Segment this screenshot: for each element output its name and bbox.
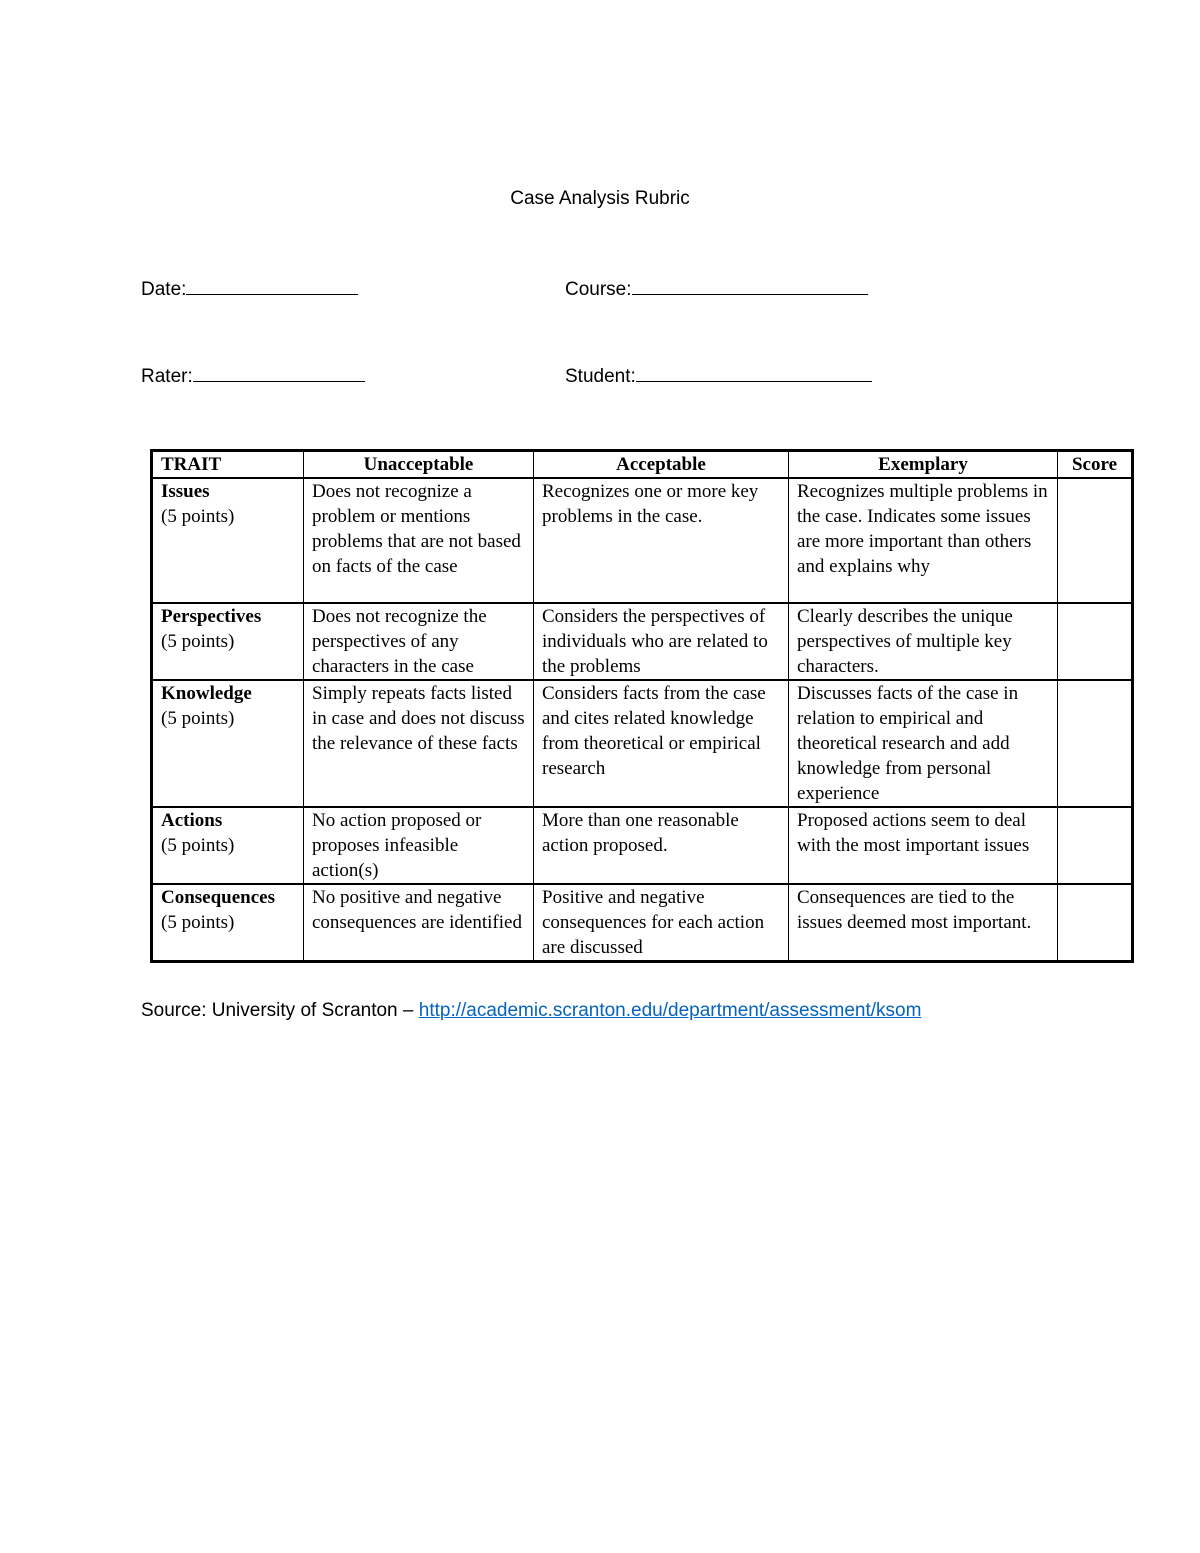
trait-cell xyxy=(152,478,304,603)
exemplary-cell: Consequences are tied to the issues deemed most important. xyxy=(789,884,1058,962)
table-row xyxy=(152,603,1133,680)
trait-cell xyxy=(152,603,304,680)
score-cell[interactable] xyxy=(1058,884,1133,962)
exemplary-cell: Discusses facts of the case in relation to empirical and theoretical research and add knowledge from personal experience xyxy=(789,680,1058,807)
rater-field[interactable] xyxy=(141,365,365,388)
table-header-row xyxy=(152,451,1133,479)
student-label: Student: xyxy=(565,366,636,387)
trait-points: (5 points) xyxy=(161,835,235,856)
trait-name: Consequences xyxy=(161,887,276,908)
score-cell[interactable] xyxy=(1058,603,1133,680)
score-cell[interactable] xyxy=(1058,807,1133,884)
acceptable-cell: Considers facts from the case and cites related knowledge from theoretical or empirical research xyxy=(534,680,789,807)
source-prefix: Source: University of Scranton – xyxy=(141,1000,419,1021)
exemplary-cell: Recognizes multiple problems in the case. Indicates some issues are more important than others and explains why xyxy=(789,478,1058,603)
source-line xyxy=(141,1000,921,1022)
header-acceptable: Acceptable xyxy=(534,451,789,479)
header-score: Score xyxy=(1058,451,1133,479)
exemplary-cell: Proposed actions seem to deal with the most important issues xyxy=(789,807,1058,884)
rater-blank-line[interactable] xyxy=(193,365,365,382)
trait-cell xyxy=(152,680,304,807)
trait-points: (5 points) xyxy=(161,708,235,729)
course-field[interactable] xyxy=(565,278,868,301)
score-cell[interactable] xyxy=(1058,478,1133,603)
trait-points: (5 points) xyxy=(161,912,235,933)
source-link[interactable]: http://academic.scranton.edu/department/assessment/ksom xyxy=(418,1000,922,1021)
date-blank-line[interactable] xyxy=(186,278,358,295)
trait-cell xyxy=(152,884,304,962)
trait-name: Knowledge xyxy=(161,683,252,704)
acceptable-cell: Recognizes one or more key problems in the case. xyxy=(534,478,789,603)
student-blank-line[interactable] xyxy=(636,365,872,382)
acceptable-cell: More than one reasonable action proposed. xyxy=(534,807,789,884)
trait-cell xyxy=(152,807,304,884)
rubric-table xyxy=(150,449,1134,963)
header-trait: TRAIT xyxy=(152,451,304,479)
rater-label: Rater: xyxy=(141,366,193,387)
table-row xyxy=(152,807,1133,884)
trait-points: (5 points) xyxy=(161,631,235,652)
trait-name: Perspectives xyxy=(161,606,262,627)
student-field[interactable] xyxy=(565,365,872,388)
header-exemplary: Exemplary xyxy=(789,451,1058,479)
trait-points: (5 points) xyxy=(161,506,235,527)
unacceptable-cell: Simply repeats facts listed in case and does not discuss the relevance of these facts xyxy=(304,680,534,807)
table-row xyxy=(152,478,1133,603)
date-field[interactable] xyxy=(141,278,358,301)
header-unacceptable: Unacceptable xyxy=(304,451,534,479)
unacceptable-cell: Does not recognize the perspectives of any characters in the case xyxy=(304,603,534,680)
course-blank-line[interactable] xyxy=(632,278,868,295)
score-cell[interactable] xyxy=(1058,680,1133,807)
table-row xyxy=(152,884,1133,962)
page-title: Case Analysis Rubric xyxy=(510,188,690,209)
exemplary-cell: Clearly describes the unique perspectives of multiple key characters. xyxy=(789,603,1058,680)
table-row xyxy=(152,680,1133,807)
unacceptable-cell: Does not recognize a problem or mentions problems that are not based on facts of the case xyxy=(304,478,534,603)
acceptable-cell: Considers the perspectives of individuals who are related to the problems xyxy=(534,603,789,680)
trait-name: Actions xyxy=(161,810,223,831)
unacceptable-cell: No action proposed or proposes infeasible action(s) xyxy=(304,807,534,884)
unacceptable-cell: No positive and negative consequences are identified xyxy=(304,884,534,962)
course-label: Course: xyxy=(565,279,632,300)
acceptable-cell: Positive and negative consequences for each action are discussed xyxy=(534,884,789,962)
trait-name: Issues xyxy=(161,481,210,502)
date-label: Date: xyxy=(141,279,187,300)
